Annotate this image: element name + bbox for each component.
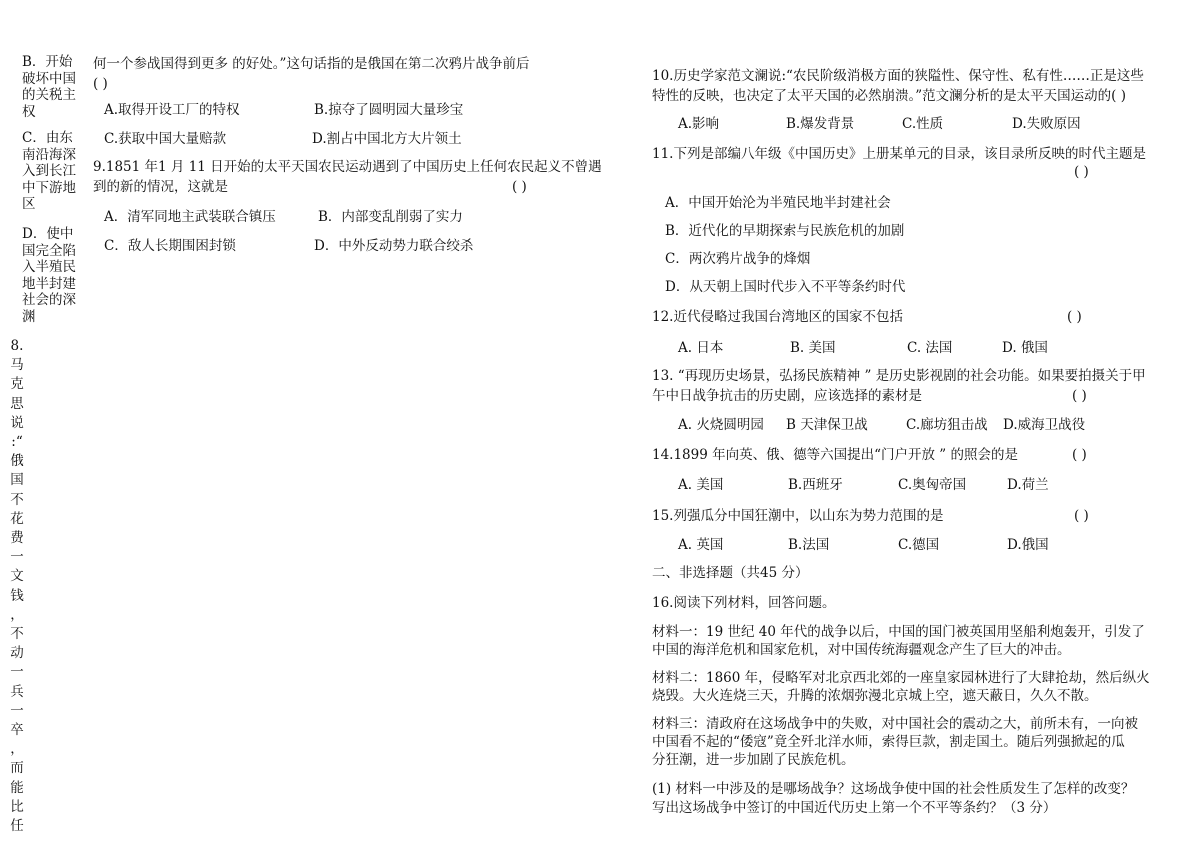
q16-material2-line1: 材料二：1860 年，侵略军对北京西北郊的一座皇家园林进行了大肆抢劫，然后纵火	[652, 670, 1150, 686]
q8-vertical-char: 花	[10, 510, 24, 527]
q8-vertical-char: 一	[10, 549, 24, 566]
q8-vertical-char: 不	[10, 491, 24, 508]
q8-vertical-char: 而	[10, 760, 24, 777]
q9-option-b: B．内部变乱削弱了实力	[318, 209, 463, 225]
q8-vertical-char: :“	[11, 434, 23, 450]
q8-vertical-char: 动	[10, 645, 24, 662]
q8-vertical-char: 能	[10, 779, 24, 796]
q9-option-c: C．敌人长期围困封锁	[104, 238, 236, 254]
q8-vertical-char: ，	[10, 741, 24, 758]
q8-vertical-char: 马	[10, 357, 24, 374]
q14-option-b: B.西班牙	[788, 477, 843, 493]
q9-answer-paren: ( )	[512, 179, 527, 195]
q9-line1: 9.1851 年1 月 11 日开始的太平天国农民运动遇到了中国历史上任何农民起义不曾遇	[93, 159, 602, 175]
q16-intro: 16.阅读下列材料，回答问题。	[652, 595, 836, 611]
q8-vertical-char: 思	[10, 395, 24, 412]
q11-line1: 11.下列是部编八年级《中国历史》上册某单元的目录，该目录所反映的时代主题是	[652, 146, 1146, 162]
q16-material2-line2: 烧毁。大火连烧三天，升腾的浓烟弥漫北京城上空，遮天蔽日，久久不散。	[652, 688, 1098, 704]
q8-vertical-char: 兵	[10, 683, 24, 700]
q16-question1-line2: 写出这场战争中签订的中国近代历史上第一个不平等条约？（3 分）	[652, 800, 1057, 816]
q11-option-c: C．两次鸦片战争的烽烟	[665, 251, 811, 267]
q8-vertical-char: ，	[10, 606, 24, 623]
q15-answer-paren: ( )	[1074, 508, 1089, 524]
q15-option-b: B.法国	[788, 537, 830, 553]
q8-option-c: C.获取中国大量赔款	[104, 131, 227, 147]
q9-option-a: A．清军同地主武装联合镇压	[104, 209, 276, 225]
q11-option-b: B．近代化的早期探索与民族危机的加剧	[665, 223, 905, 239]
q7-option-c: C．由东南沿海深入到长江中下游地区	[22, 130, 76, 212]
q15-option-c: C.德国	[898, 537, 940, 553]
q8-vertical-char: 费	[10, 530, 24, 546]
q7-option-b: B．开始破坏中国的关税主权	[22, 54, 76, 120]
q16-material1-line2: 中国的海洋危机和国家危机，对中国传统海疆观念产生了巨大的冲击。	[652, 642, 1071, 658]
q10-option-c: C.性质	[902, 116, 944, 132]
q8-line1: 何一个参战国得到更多 的好处。”这句话指的是俄国在第二次鸦片战争前后	[93, 56, 530, 72]
q13-option-a: A. 火烧圆明园	[678, 417, 764, 433]
q13-option-d: D.威海卫战役	[1003, 417, 1086, 433]
q14-answer-paren: ( )	[1072, 447, 1087, 463]
q13-option-b: B 天津保卫战	[786, 417, 868, 433]
q11-answer-paren: ( )	[1074, 164, 1089, 180]
q12-option-a: A. 日本	[678, 340, 724, 356]
q7-option-d: D．使中国完全陷入半殖民地半封建社会的深渊	[22, 226, 76, 325]
q8-answer-paren: ( )	[93, 76, 108, 92]
q8-option-d: D.割占中国北方大片领土	[312, 131, 462, 147]
q8-vertical-char: 卒	[10, 722, 24, 738]
q9-option-d: D．中外反动势力联合绞杀	[314, 238, 474, 254]
q15-option-d: D.俄国	[1007, 537, 1049, 553]
q8-vertical-char: 克	[10, 376, 24, 393]
q8-vertical-char: 钱	[10, 587, 24, 604]
q8-vertical-char: 8.	[10, 338, 24, 354]
q16-material3-line2: 中国看不起的“倭寇”竟全歼北洋水师，索得巨款，割走国土。随后列强掀起的瓜	[652, 734, 1125, 750]
q15-option-a: A. 英国	[678, 537, 724, 553]
q8-vertical-char: 比	[10, 798, 24, 815]
q12-option-d: D. 俄国	[1002, 340, 1048, 356]
q8-vertical-char: 一	[10, 664, 24, 681]
q8-option-a: A.取得开设工厂的特权	[104, 102, 240, 118]
q8-vertical-char: 任	[10, 818, 24, 834]
q13-answer-paren: ( )	[1072, 388, 1087, 404]
q16-material3-line3: 分狂潮，进一步加剧了民族危机。	[652, 752, 855, 768]
q8-vertical-char: 俄	[10, 453, 24, 470]
q16-material1-line1: 材料一：19 世纪 40 年代的战争以后，中国的国门被英国用坚船利炮轰开，引发了	[652, 624, 1145, 640]
q8-vertical-char: 文	[10, 568, 24, 585]
section-two-title: 二、非选择题（共45 分）	[652, 565, 809, 581]
q8-option-b: B.掠夺了圆明园大量珍宝	[314, 102, 464, 118]
q8-vertical-char: 不	[10, 626, 24, 642]
q12-option-b: B. 美国	[790, 340, 836, 356]
q12-line1: 12.近代侵略过我国台湾地区的国家不包括	[652, 309, 903, 325]
q9-line2: 到的新的情况，这就是	[93, 179, 228, 195]
q10-option-d: D.失败原因	[1012, 116, 1081, 132]
q15-line1: 15.列强瓜分中国狂潮中，以山东为势力范围的是	[652, 508, 944, 524]
q8-vertical-char: 一	[10, 702, 24, 719]
q10-option-a: A.影响	[678, 116, 720, 132]
q13-option-c: C.廊坊狙击战	[906, 417, 988, 433]
q11-option-a: A．中国开始沦为半殖民地半封建社会	[665, 195, 891, 211]
q14-option-c: C.奥匈帝国	[898, 477, 967, 493]
q11-option-d: D．从天朝上国时代步入不平等条约时代	[665, 279, 906, 295]
q10-line1: 10.历史学家范文澜说:“农民阶级消极方面的狭隘性、保守性、私有性……正是这些	[652, 68, 1144, 84]
q13-line1: 13. “再现历史场景，弘扬民族精神 ” 是历史影视剧的社会功能。如果要拍摄关于甲	[652, 368, 1146, 384]
q14-option-d: D.荷兰	[1007, 477, 1049, 493]
q13-line2: 午中日战争抗击的历史剧，应该选择的素材是	[652, 388, 922, 404]
q10-option-b: B.爆发背景	[786, 116, 855, 132]
q10-line2: 特性的反映，也决定了太平天国的必然崩溃。”范文澜分析的是太平天国运动的( )	[652, 88, 1126, 104]
q16-question1-line1: (1) 材料一中涉及的是哪场战争？这场战争使中国的社会性质发生了怎样的改变？	[652, 781, 1135, 797]
q12-option-c: C. 法国	[907, 340, 953, 356]
q16-material3-line1: 材料三：清政府在这场战争中的失败，对中国社会的震动之大，前所未有，一向被	[652, 716, 1138, 732]
q14-line1: 14.1899 年向英、俄、德等六国提出“门户开放 ” 的照会的是	[652, 447, 1019, 463]
q8-vertical-char: 说	[10, 414, 24, 431]
q12-answer-paren: ( )	[1067, 309, 1082, 325]
q8-vertical-char: 国	[10, 472, 24, 489]
q14-option-a: A. 美国	[678, 477, 724, 493]
